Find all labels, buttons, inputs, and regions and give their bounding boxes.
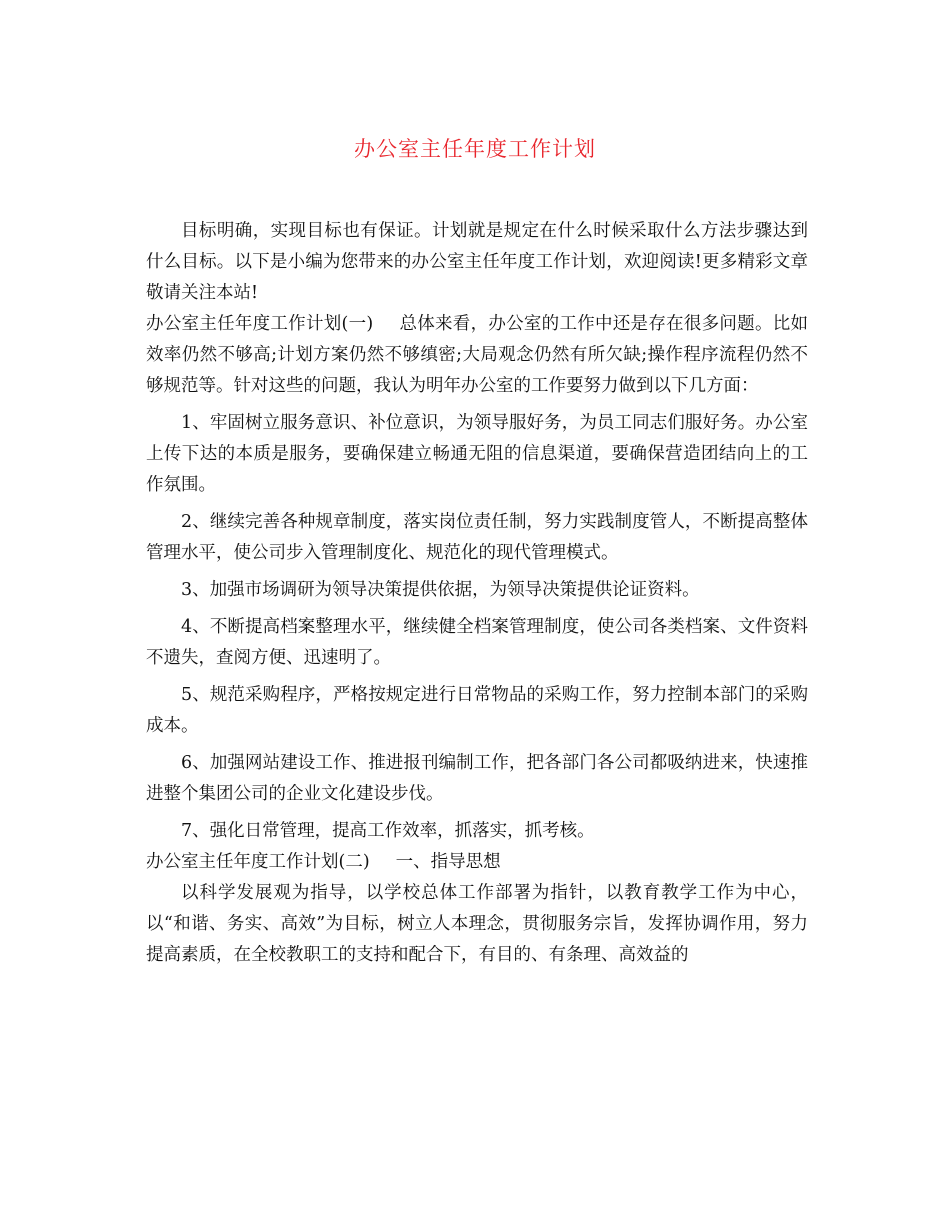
list-item: 1、牢固树立服务意识、补位意识，为领导服好务，为员工同志们服好务。办公室上传下达的本质是服务，要确保建立畅通无阻的信息渠道，要确保营造团结向上的工作氛围。: [146, 413, 808, 495]
document-body: [146, 216, 808, 971]
list-item: 2、继续完善各种规章制度，落实岗位责任制，努力实践制度管人，不断提高整体管理水平，使公司步入管理制度化、规范化的现代管理模式。: [146, 512, 808, 563]
document-title: 办公室主任年度工作计划: [354, 137, 596, 161]
list-item: 3、加强市场调研为领导决策提供依据，为领导决策提供论证资料。: [181, 580, 700, 600]
list-item: 7、强化日常管理，提高工作效率，抓落实，抓考核。: [181, 821, 595, 841]
section-1-lead: 总体来看，办公室的工作中还是存在很多问题。比如效率仍然不够高;计划方案仍然不够缜密;大局观念仍然有所欠缺;操作程序流程仍然不够规范等。针对这些的问题，我认为明年办公室的工作要努力做到以下几方面：: [146, 314, 809, 396]
section-1-heading-line: [146, 309, 808, 402]
section-2-paragraph: 以科学发展观为指导，以学校总体工作部署为指针，以教育教学工作为中心，以“和谐、务实、高效”为目标，树立人本理念，贯彻服务宗旨，发挥协调作用，努力提高素质，在全校教职工的支持和配合下，有目的、有条理、高效益的: [146, 883, 808, 965]
section-2-heading-line: [146, 847, 808, 878]
list-item: 6、加强网站建设工作、推进报刊编制工作，把各部门各公司都吸纳进来，快速推进整个集团公司的企业文化建设步伐。: [146, 753, 808, 804]
intro-paragraph: 目标明确，实现目标也有保证。计划就是规定在什么时候采取什么方法步骤达到什么目标。以下是小编为您带来的办公室主任年度工作计划，欢迎阅读!更多精彩文章敬请关注本站!: [146, 221, 808, 303]
section-1-heading: 办公室主任年度工作计划(一): [146, 314, 374, 334]
list-item: 4、不断提高档案整理水平，继续健全档案管理制度，使公司各类档案、文件资料不遗失，查阅方便、迅速明了。: [146, 617, 808, 668]
list-item: 5、规范采购程序，严格按规定进行日常物品的采购工作，努力控制本部门的采购成本。: [146, 685, 808, 736]
section-2-heading: 办公室主任年度工作计划(二): [146, 852, 370, 872]
section-2-subheading: 一、指导思想: [395, 852, 501, 872]
